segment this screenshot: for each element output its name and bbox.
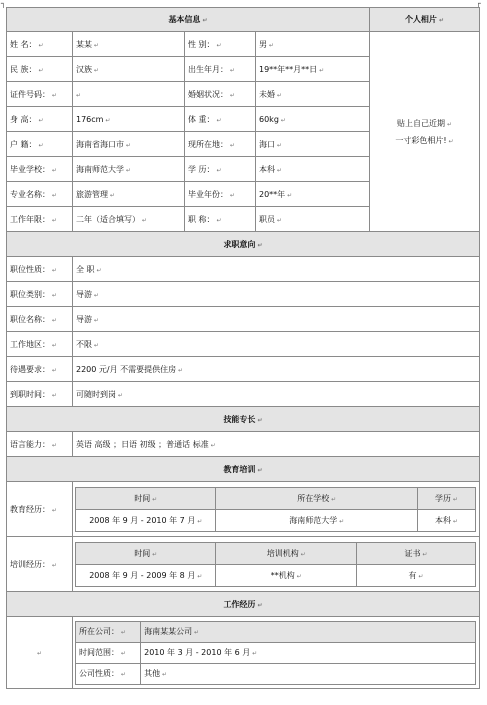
label-graduation-year: 毕业年份： ↵	[185, 182, 256, 207]
label-major: 专业名称： ↵	[7, 182, 73, 207]
education-table	[75, 487, 476, 532]
label-id-number: 证件号码： ↵	[7, 82, 73, 107]
label-current-location: 现所在地： ↵	[185, 132, 256, 157]
value-graduation-year[interactable]: 20**年 ↵	[256, 182, 370, 207]
label-job-title: 职 称： ↵	[185, 207, 256, 232]
label-ethnicity: 民 族： ↵	[7, 57, 73, 82]
training-col-time: 时间 ↵	[76, 542, 216, 564]
education-col-time: 时间 ↵	[76, 487, 216, 509]
value-weight[interactable]: 60kg ↵	[256, 107, 370, 132]
photo-header: 个人相片 ↵	[370, 8, 480, 32]
value-company-type[interactable]: 其他 ↵	[141, 663, 476, 684]
value-name[interactable]: 某某 ↵	[73, 32, 185, 57]
education-cell	[73, 482, 480, 537]
education-time-value[interactable]: 2008 年 9 月 - 2010 年 7 月 ↵	[76, 509, 216, 531]
value-gender[interactable]: 男 ↵	[256, 32, 370, 57]
value-id-number[interactable]	[73, 82, 185, 107]
label-gender: 性 别： ↵	[185, 32, 256, 57]
label-school: 毕业学校： ↵	[7, 157, 73, 182]
value-job-nature[interactable]: 全 职 ↵	[73, 257, 480, 282]
value-major[interactable]: 旅游管理 ↵	[73, 182, 185, 207]
label-company: 所在公司： ↵	[76, 621, 141, 642]
label-name: 姓 名： ↵	[7, 32, 73, 57]
training-time-value[interactable]: 2008 年 9 月 - 2009 年 8 月 ↵	[76, 564, 216, 586]
label-start-date: 到职时间： ↵	[7, 382, 73, 407]
training-cell	[73, 537, 480, 592]
label-hukou: 户 籍： ↵	[7, 132, 73, 157]
photo-note-line2: 一寸彩色相片! ↵	[370, 135, 479, 146]
label-weight: 体 重： ↵	[185, 107, 256, 132]
value-salary[interactable]: 2200 元/月 不需要提供住房 ↵	[73, 357, 480, 382]
training-institution-value[interactable]: **机构 ↵	[216, 564, 356, 586]
photo-note-line1: 贴上自己近期 ↵	[370, 118, 479, 129]
training-col-certificate: 证书 ↵	[356, 542, 475, 564]
value-start-date[interactable]: 可随时到岗 ↵	[73, 382, 480, 407]
table-row	[76, 663, 476, 684]
label-work-years: 工作年限： ↵	[7, 207, 73, 232]
value-education-level[interactable]: 本科 ↵	[256, 157, 370, 182]
label-birthdate: 出生年月： ↵	[185, 57, 256, 82]
value-language[interactable]: 英语 高级 ；日语 初级 ；普通话 标准 ↵	[73, 432, 480, 457]
work-cell	[73, 617, 480, 689]
value-time-range[interactable]: 2010 年 3 月 - 2010 年 6 月 ↵	[141, 642, 476, 663]
education-header: 教育培训 ↵	[7, 457, 480, 482]
label-job-category: 职位类别： ↵	[7, 282, 73, 307]
table-row	[76, 564, 476, 586]
job-intent-header: 求职意向 ↵	[7, 232, 480, 257]
education-col-school: 所在学校 ↵	[216, 487, 418, 509]
training-table-header-row	[76, 542, 476, 564]
label-job-name: 职位名称： ↵	[7, 307, 73, 332]
resume-table	[6, 7, 480, 689]
label-work-region: 工作地区： ↵	[7, 332, 73, 357]
value-company[interactable]: 海南某某公司 ↵	[141, 621, 476, 642]
training-col-institution: 培训机构 ↵	[216, 542, 356, 564]
photo-placeholder[interactable]	[370, 32, 480, 232]
table-row	[76, 642, 476, 663]
education-col-degree: 学历 ↵	[417, 487, 475, 509]
training-table	[75, 542, 476, 587]
value-work-region[interactable]: 不限 ↵	[73, 332, 480, 357]
value-job-category[interactable]: 导游 ↵	[73, 282, 480, 307]
education-school-value[interactable]: 海南师范大学 ↵	[216, 509, 418, 531]
margin-corner-mark-right: ┌	[476, 0, 481, 8]
label-height: 身 高： ↵	[7, 107, 73, 132]
value-height[interactable]: 176cm ↵	[73, 107, 185, 132]
value-work-years[interactable]: 二年（适合填写） ↵	[73, 207, 185, 232]
value-marital-status[interactable]: 未婚 ↵	[256, 82, 370, 107]
work-entry-label	[7, 617, 73, 689]
table-row	[76, 621, 476, 642]
skills-header: 技能专长 ↵	[7, 407, 480, 432]
label-salary: 待遇要求： ↵	[7, 357, 73, 382]
label-language: 语言能力： ↵	[7, 432, 73, 457]
label-education-level: 学 历： ↵	[185, 157, 256, 182]
training-certificate-value[interactable]: 有 ↵	[356, 564, 475, 586]
label-company-type: 公司性质： ↵	[76, 663, 141, 684]
value-job-title[interactable]: 职员 ↵	[256, 207, 370, 232]
work-header: 工作经历 ↵	[7, 592, 480, 617]
label-job-nature: 职位性质： ↵	[7, 257, 73, 282]
label-marital-status: 婚姻状况： ↵	[185, 82, 256, 107]
basic-info-header: 基本信息 ↵	[7, 8, 370, 32]
margin-corner-mark-left: ┐	[1, 0, 6, 8]
value-school[interactable]: 海南师范大学 ↵	[73, 157, 185, 182]
value-current-location[interactable]: 海口 ↵	[256, 132, 370, 157]
value-hukou[interactable]: 海南省海口市 ↵	[73, 132, 185, 157]
label-education: 教育经历： ↵	[7, 482, 73, 537]
value-birthdate[interactable]: 19**年**月**日 ↵	[256, 57, 370, 82]
label-training: 培训经历： ↵	[7, 537, 73, 592]
table-row	[76, 509, 476, 531]
value-ethnicity[interactable]: 汉族 ↵	[73, 57, 185, 82]
education-degree-value[interactable]: 本科 ↵	[417, 509, 475, 531]
education-table-header-row	[76, 487, 476, 509]
value-job-name[interactable]: 导游 ↵	[73, 307, 480, 332]
label-time-range: 时间范围： ↵	[76, 642, 141, 663]
work-table	[75, 621, 476, 685]
